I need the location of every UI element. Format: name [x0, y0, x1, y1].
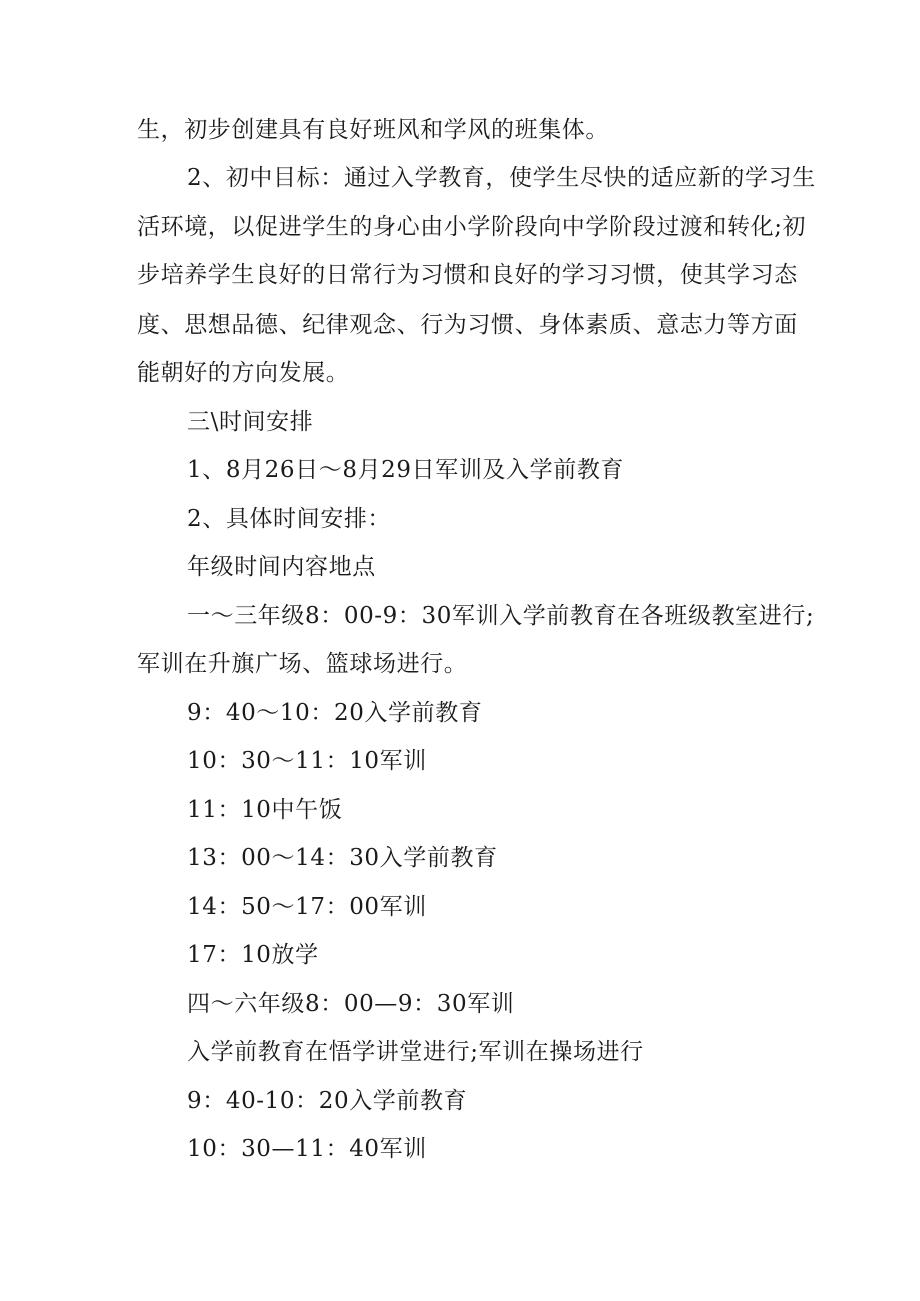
- schedule-row: 10：30—11：40军训: [187, 1136, 427, 1162]
- schedule-row: 11：10中午饭: [187, 797, 343, 823]
- schedule-location-note-2: 入学前教育在悟学讲堂进行;军训在操场进行: [187, 1039, 644, 1065]
- schedule-row-grades-4-6: 四～六年级8：00—9：30军训: [187, 991, 515, 1017]
- schedule-location-note: 军训在升旗广场、篮球场进行。: [137, 651, 468, 677]
- schedule-columns: 年级时间内容地点: [187, 554, 376, 580]
- schedule-dates: 1、8月26日～8月29日军训及入学前教育: [187, 457, 625, 483]
- schedule-row: 9：40-10：20入学前教育: [187, 1088, 468, 1114]
- paragraph-line-6: 能朝好的方向发展。: [137, 360, 350, 386]
- paragraph-line-5: 度、思想品德、纪律观念、行为习惯、身体素质、意志力等方面: [137, 312, 798, 338]
- section-heading: 三\时间安排: [187, 409, 314, 435]
- paragraph-line-3: 活环境，以促进学生的身心由小学阶段向中学阶段过渡和转化;初: [137, 214, 807, 240]
- paragraph-line-4: 步培养学生良好的日常行为习惯和良好的学习习惯，使其学习态: [137, 262, 798, 288]
- schedule-row: 10：30～11：10军训: [187, 748, 427, 774]
- schedule-row: 13：00～14：30入学前教育: [187, 845, 498, 871]
- schedule-row: 17：10放学: [187, 942, 319, 968]
- schedule-row: 14：50～17：00军训: [187, 894, 427, 920]
- paragraph-line-1: 生，初步创建具有良好班风和学风的班集体。: [137, 117, 609, 143]
- schedule-row: 9：40～10：20入学前教育: [187, 700, 483, 726]
- paragraph-line-2: 2、初中目标：通过入学教育，使学生尽快的适应新的学习生: [187, 165, 816, 191]
- schedule-row-grades-1-3: 一～三年级8：00-9：30军训入学前教育在各班级教室进行;: [187, 603, 815, 629]
- schedule-subheading: 2、具体时间安排：: [187, 506, 392, 532]
